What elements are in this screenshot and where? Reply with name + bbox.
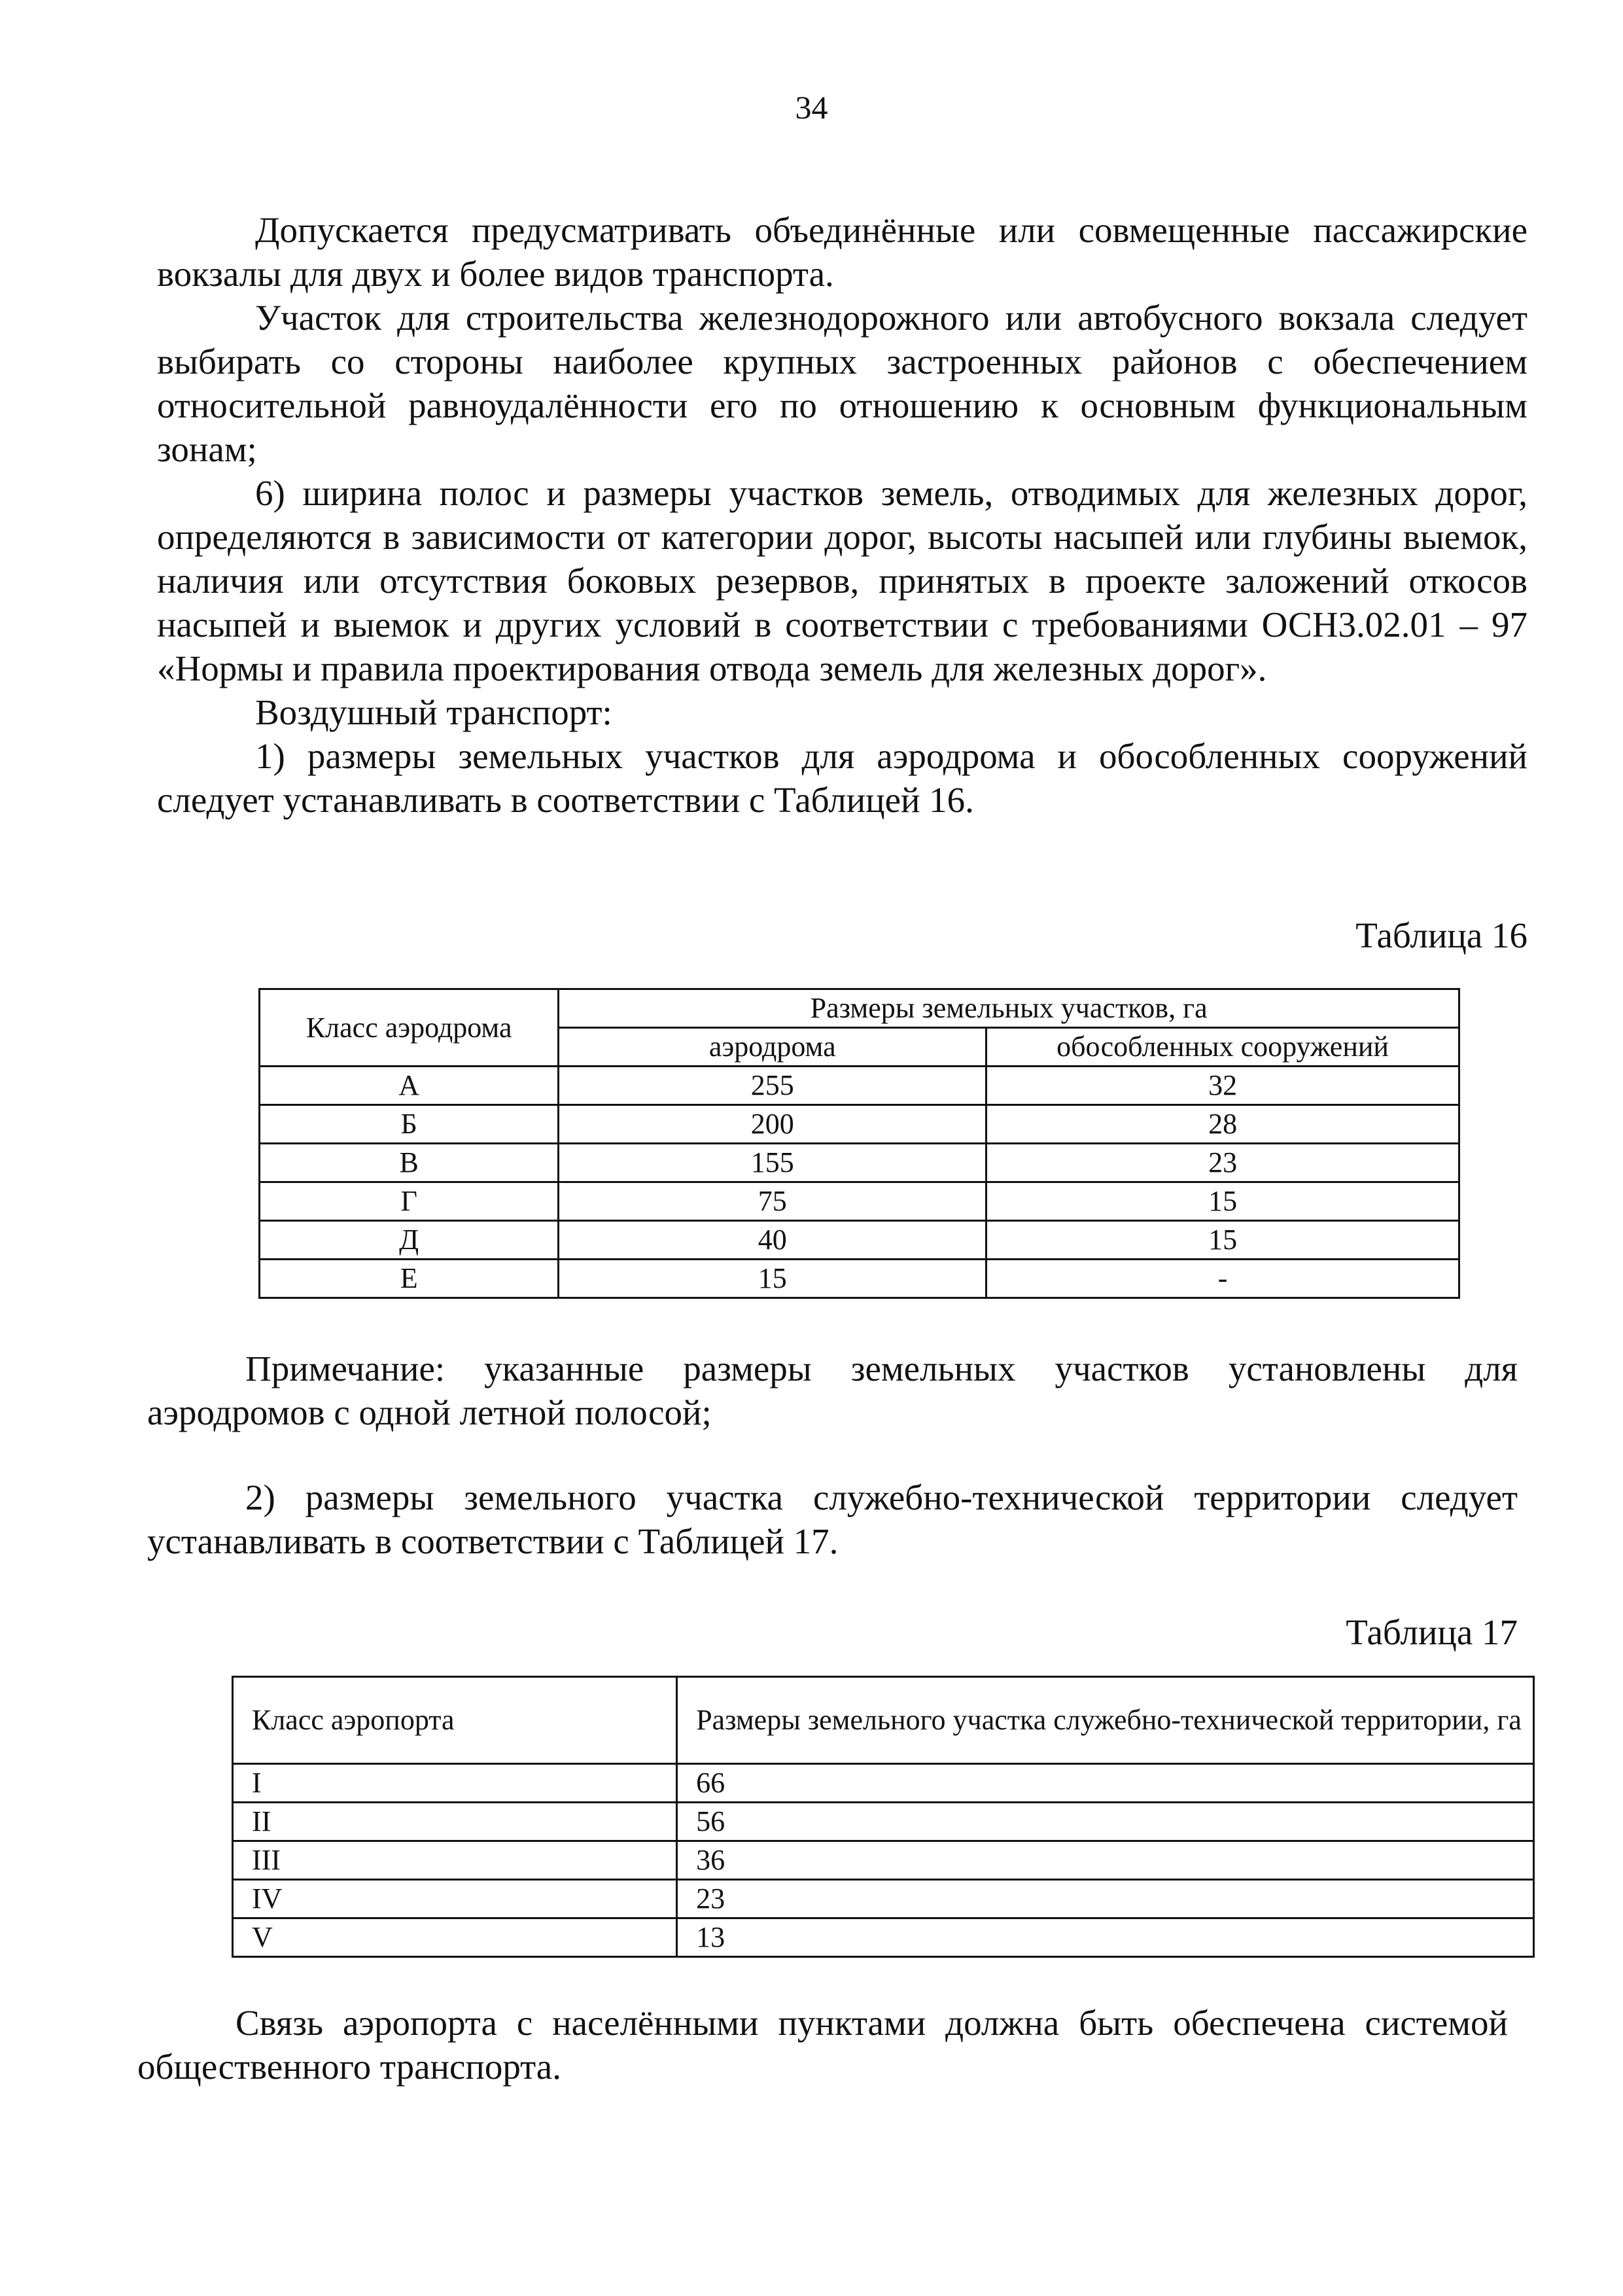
table-cell: I <box>233 1764 677 1803</box>
table-cell: В <box>260 1144 559 1182</box>
table17-class-header: Класс аэропорта <box>233 1677 677 1764</box>
table-row <box>233 1918 1534 1957</box>
table-cell: 255 <box>559 1067 986 1105</box>
paragraph: Примечание: указанные размеры земельных участков установлены для аэродромов с одной летной полосой; <box>147 1349 1518 1432</box>
paragraph: Связь аэропорта с населёнными пунктами должна быть обеспечена системой общественного транспорта. <box>137 2003 1508 2087</box>
table-cell: 23 <box>986 1144 1459 1182</box>
table-16 <box>258 988 1460 1299</box>
table-17 <box>232 1676 1535 1958</box>
paragraph: Воздушный транспорт: <box>255 692 612 732</box>
text-block-airport-territory <box>147 1475 1518 1563</box>
text-block-transport <box>157 208 1527 822</box>
table-cell: 200 <box>559 1105 986 1144</box>
table-row <box>260 1105 1459 1144</box>
table-cell: 56 <box>677 1803 1534 1841</box>
paragraph: 2) размеры земельного участка служебно-технической территории следует устанавливать в соответствии с Таблицей 17. <box>147 1477 1518 1561</box>
paragraph: Допускается предусматривать объединённые или совмещенные пассажирские вокзалы для двух и более видов транспорта. <box>157 210 1527 294</box>
paragraph: 6) ширина полос и размеры участков земель, отводимых для железных дорог, определяются в зависимости от категории дорог, высоты насыпей или глубины выемок, наличия или отсутствия боковых резервов, принятых в проекте заложений откосов насыпей и выемок и других условий в соответствии с требованиями ОСН3.02.01 – 97 «Нормы и правила проектирования отвода земель для железных дорог». <box>157 473 1527 688</box>
table-cell: 15 <box>559 1260 986 1298</box>
table-cell: 36 <box>677 1841 1534 1880</box>
table-cell: 23 <box>677 1880 1534 1918</box>
table-cell: 15 <box>986 1182 1459 1221</box>
table-cell: - <box>986 1260 1459 1298</box>
table-row <box>233 1841 1534 1880</box>
table-cell: 13 <box>677 1918 1534 1957</box>
table-cell: 32 <box>986 1067 1459 1105</box>
table16-subheader-aerodrome: аэродрома <box>559 1028 986 1067</box>
table-cell: II <box>233 1803 677 1841</box>
table-cell: V <box>233 1918 677 1957</box>
text-block-note <box>147 1347 1518 1434</box>
table-row <box>233 1803 1534 1841</box>
table17-size-header: Размеры земельного участка служебно-технической территории, га <box>677 1677 1534 1764</box>
table-cell: Б <box>260 1105 559 1144</box>
table-row <box>260 1260 1459 1298</box>
paragraph: 1) размеры земельных участков для аэродрома и обособленных сооружений следует устанавливать в соответствии с Таблицей 16. <box>157 736 1527 820</box>
table-cell: Г <box>260 1182 559 1221</box>
page-number: 34 <box>795 89 828 126</box>
table16-subheader-facilities: обособленных сооружений <box>986 1028 1459 1067</box>
text-block-airport-connection <box>137 2001 1508 2089</box>
table-row <box>260 1144 1459 1182</box>
table-cell: 28 <box>986 1105 1459 1144</box>
paragraph: Участок для строительства железнодорожного или автобусного вокзала следует выбирать со стороны наиболее крупных застроенных районов с обеспечением относительной равноудалённости его по отношению к основным функциональным зонам; <box>157 298 1527 469</box>
table16-caption: Таблица 16 <box>1355 915 1527 955</box>
table-cell: 15 <box>986 1221 1459 1260</box>
table17-caption: Таблица 17 <box>1346 1612 1518 1652</box>
table-row <box>233 1764 1534 1803</box>
table-cell: IV <box>233 1880 677 1918</box>
table-cell: 155 <box>559 1144 986 1182</box>
table-row <box>260 1182 1459 1221</box>
table-cell: 75 <box>559 1182 986 1221</box>
table-cell: III <box>233 1841 677 1880</box>
table-cell: 40 <box>559 1221 986 1260</box>
table16-group-header: Размеры земельных участков, га <box>559 989 1459 1028</box>
table-row <box>260 1221 1459 1260</box>
table-cell: А <box>260 1067 559 1105</box>
table-cell: 66 <box>677 1764 1534 1803</box>
table-row <box>233 1880 1534 1918</box>
table-cell: Д <box>260 1221 559 1260</box>
table16-class-header: Класс аэродрома <box>260 989 559 1067</box>
table-row <box>260 1067 1459 1105</box>
table-cell: Е <box>260 1260 559 1298</box>
